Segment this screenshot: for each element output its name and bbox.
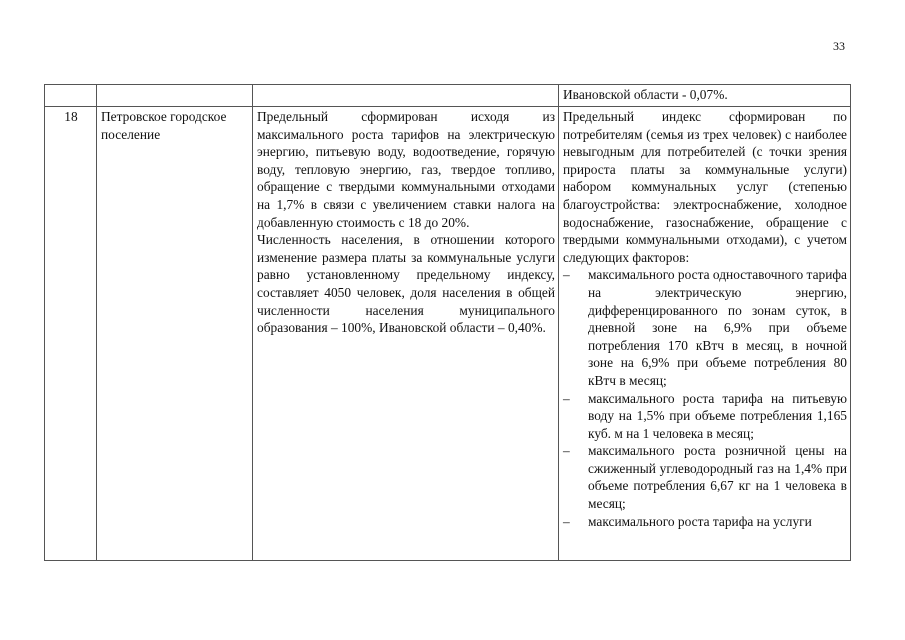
table-row-continuation bbox=[45, 85, 851, 107]
list-item: – максимального роста тарифа на услуги bbox=[563, 513, 812, 529]
cell-num bbox=[45, 85, 97, 107]
list-item: – максимального роста розничной цены на сжиженный углеводородный газ на 1,4% при объеме потребления 6,67 кг на 1 человека в месяц; bbox=[563, 443, 847, 512]
factors-intro: Предельный индекс сформирован по потребителям (семья из трех человек) с наиболее невыгодным для потребителей (с точки зрения прироста платы за коммунальные услуги) набором коммунальных услуг (степенью благоустройства: электроснабжение, холодное водоснабжение, газоснабжение, обращение с твердыми коммунальными отходами), с учетом следующих факторов: bbox=[563, 109, 847, 265]
dash-marker: – bbox=[563, 513, 570, 529]
factors-list bbox=[563, 266, 847, 530]
row-number: 18 bbox=[45, 107, 97, 561]
list-item: – максимального роста одноставочного тарифа на электрическую энергию, дифференцированного по зонам суток, в дневной зоне на 6,9% при объеме потребления 170 кВтч в месяц, в ночной зоне на 6,9% при объеме потребления 80 кВтч в месяц; bbox=[563, 267, 847, 388]
description-paragraph: Предельный сформирован исходя из максимального роста тарифов на электрическую энергию, питьевую воду, водоотведение, горячую воду, тепловую энергию, газ, твердое топливо, обращение с твердыми коммунальными отходами на 1,7% в связи с увеличением ставки налога на добавленную стоимость с 18 до 20%. bbox=[257, 109, 555, 230]
cell-description bbox=[253, 85, 559, 107]
cell-name bbox=[97, 85, 253, 107]
municipality-name: Петровское городское поселение bbox=[97, 107, 253, 561]
table-row bbox=[45, 107, 851, 561]
population-paragraph: Численность населения, в отношении которого изменение размера платы за коммунальные услуги равно установленному предельному индексу, составляет 4050 человек, доля населения в общей численности населения муниципального образования – 100%, Ивановской области – 0,40%. bbox=[257, 232, 555, 336]
list-item: – максимального роста тарифа на питьевую воду на 1,5% при объеме потребления 1,165 куб. м на 1 человека в месяц; bbox=[563, 390, 847, 441]
page-number: 33 bbox=[833, 39, 845, 53]
dash-marker: – bbox=[563, 390, 570, 406]
index-description bbox=[253, 107, 559, 561]
index-factors bbox=[559, 107, 851, 561]
dash-marker: – bbox=[563, 443, 570, 459]
municipal-index-table bbox=[44, 84, 851, 561]
dash-marker: – bbox=[563, 267, 570, 283]
cell-factors: Ивановской области - 0,07%. bbox=[559, 85, 851, 107]
